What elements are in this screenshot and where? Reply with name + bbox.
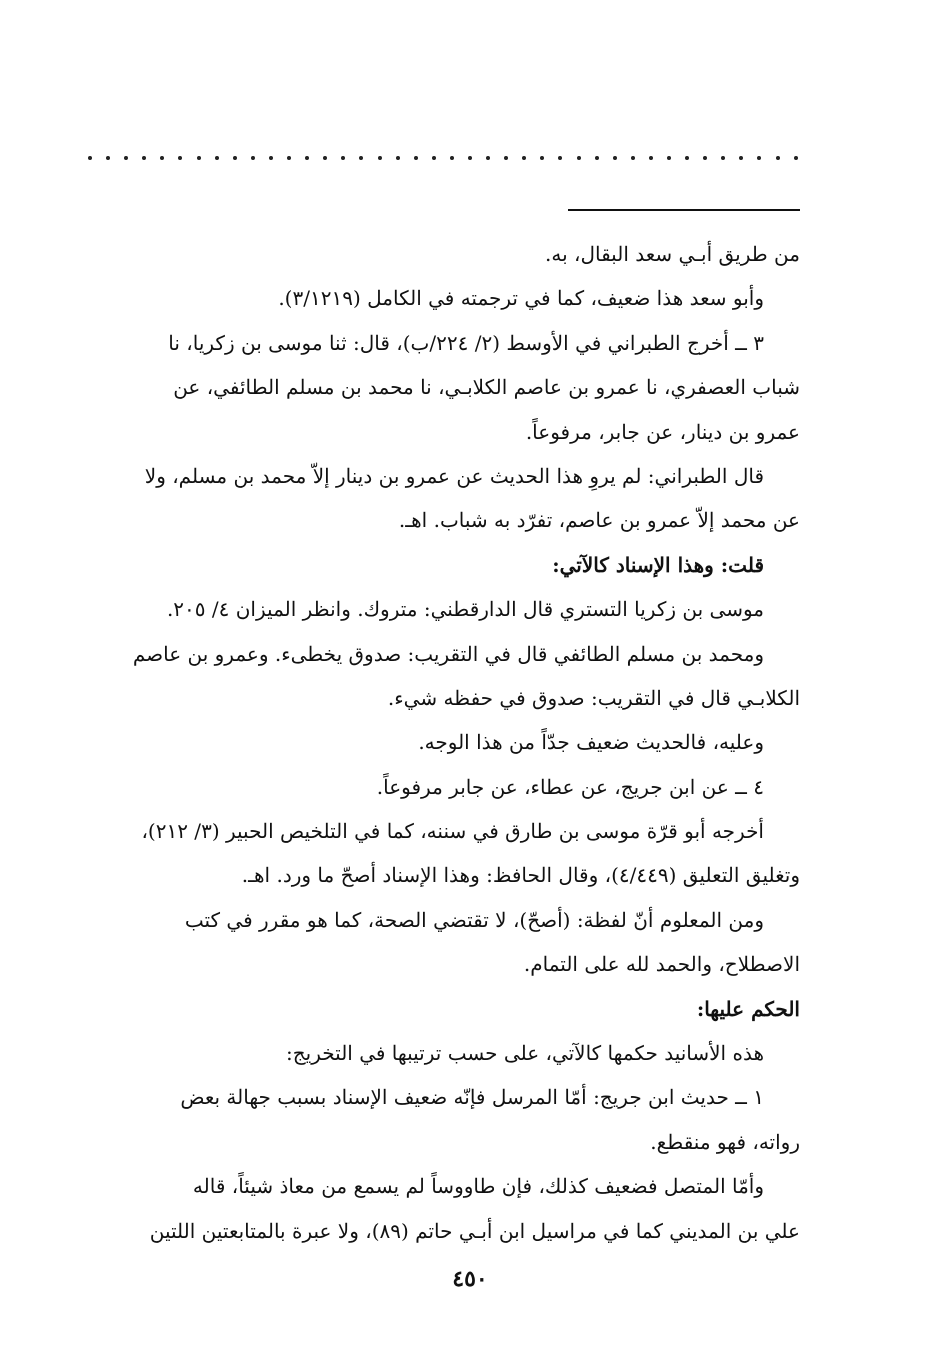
text-line: قلت: وهذا الإسناد كالآتي: xyxy=(552,552,764,577)
text-line: الكلابـي قال في التقريب: صدوق في حفظه شيء. xyxy=(387,685,800,710)
text-line: عن محمد إلاّ عمرو بن عاصم، تفرّد به شباب. اهـ. xyxy=(398,508,800,533)
page-number: ٤٥٠ xyxy=(452,1266,488,1292)
text-line: شباب العصفري، نا عمرو بن عاصم الكلابـي، نا محمد بن مسلم الطائفي، عن xyxy=(173,375,800,400)
text-line: وأبو سعد هذا ضعيف، كما في ترجمته في الكامل (٣/١٢١٩). xyxy=(278,286,764,311)
text-line: هذه الأسانيد حكمها كالآتي، على حسب ترتيبها في التخريج: xyxy=(286,1041,764,1066)
text-line: الاصطلاح، والحمد لله على التمام. xyxy=(523,952,800,977)
dotted-separator xyxy=(88,150,798,166)
text-line: وعليه، فالحديث ضعيف جدّاً من هذا الوجه. xyxy=(418,730,764,755)
text-line: قال الطبراني: لم يروِ هذا الحديث عن عمرو بن دينار إلاّ محمد بن مسلم، ولا xyxy=(144,463,764,488)
text-line: وأمّا المتصل فضعيف كذلك، فإن طاووساً لم يسمع من معاذ شيئاً، قاله xyxy=(192,1174,764,1199)
text-line: من طريق أبـي سعد البقال، به. xyxy=(544,242,800,266)
text-line: رواته، فهو منقطع. xyxy=(650,1129,800,1154)
text-line: وتغليق التعليق (٤/٤٤٩)، وقال الحافظ: وهذا الإسناد أصحّ ما ورد. اهـ. xyxy=(241,863,800,888)
text-line: ومحمد بن مسلم الطائفي قال في التقريب: صدوق يخطىء. وعمرو بن عاصم xyxy=(132,641,764,666)
text-line: ١ ــ حديث ابن جريج: أمّا المرسل فإنّه ضعيف الإسناد بسبب جهالة بعض xyxy=(180,1085,764,1110)
text-line: عمرو بن دينار، عن جابر، مرفوعاً. xyxy=(525,419,800,444)
page-body xyxy=(78,232,800,1253)
footnote-rule xyxy=(568,209,800,211)
section-heading: الحكم عليها: xyxy=(696,996,800,1021)
text-line: ٤ ــ عن ابن جريج، عن عطاء، عن جابر مرفوعاً. xyxy=(376,774,764,799)
text-line: علي بن المديني كما في مراسيل ابن أبـي حاتم (٨٩)، ولا عبرة بالمتابعتين اللتين xyxy=(149,1218,800,1243)
text-line: ٣ ــ أخرج الطبراني في الأوسط (٢/ ٢٢٤/ب)، قال: ثنا موسى بن زكريا، نا xyxy=(168,330,764,355)
text-line: أخرجه أبو قرّة موسى بن طارق في سننه، كما في التلخيص الحبير (٣/ ٢١٢)، xyxy=(141,819,764,844)
text-line: موسى بن زكريا التستري قال الدارقطني: متروك. وانظر الميزان ٤/ ٢٠٥. xyxy=(166,597,764,622)
text-line: ومن المعلوم أنّ لفظة: (أصحّ)، لا تقتضي الصحة، كما هو مقرر في كتب xyxy=(184,907,764,932)
